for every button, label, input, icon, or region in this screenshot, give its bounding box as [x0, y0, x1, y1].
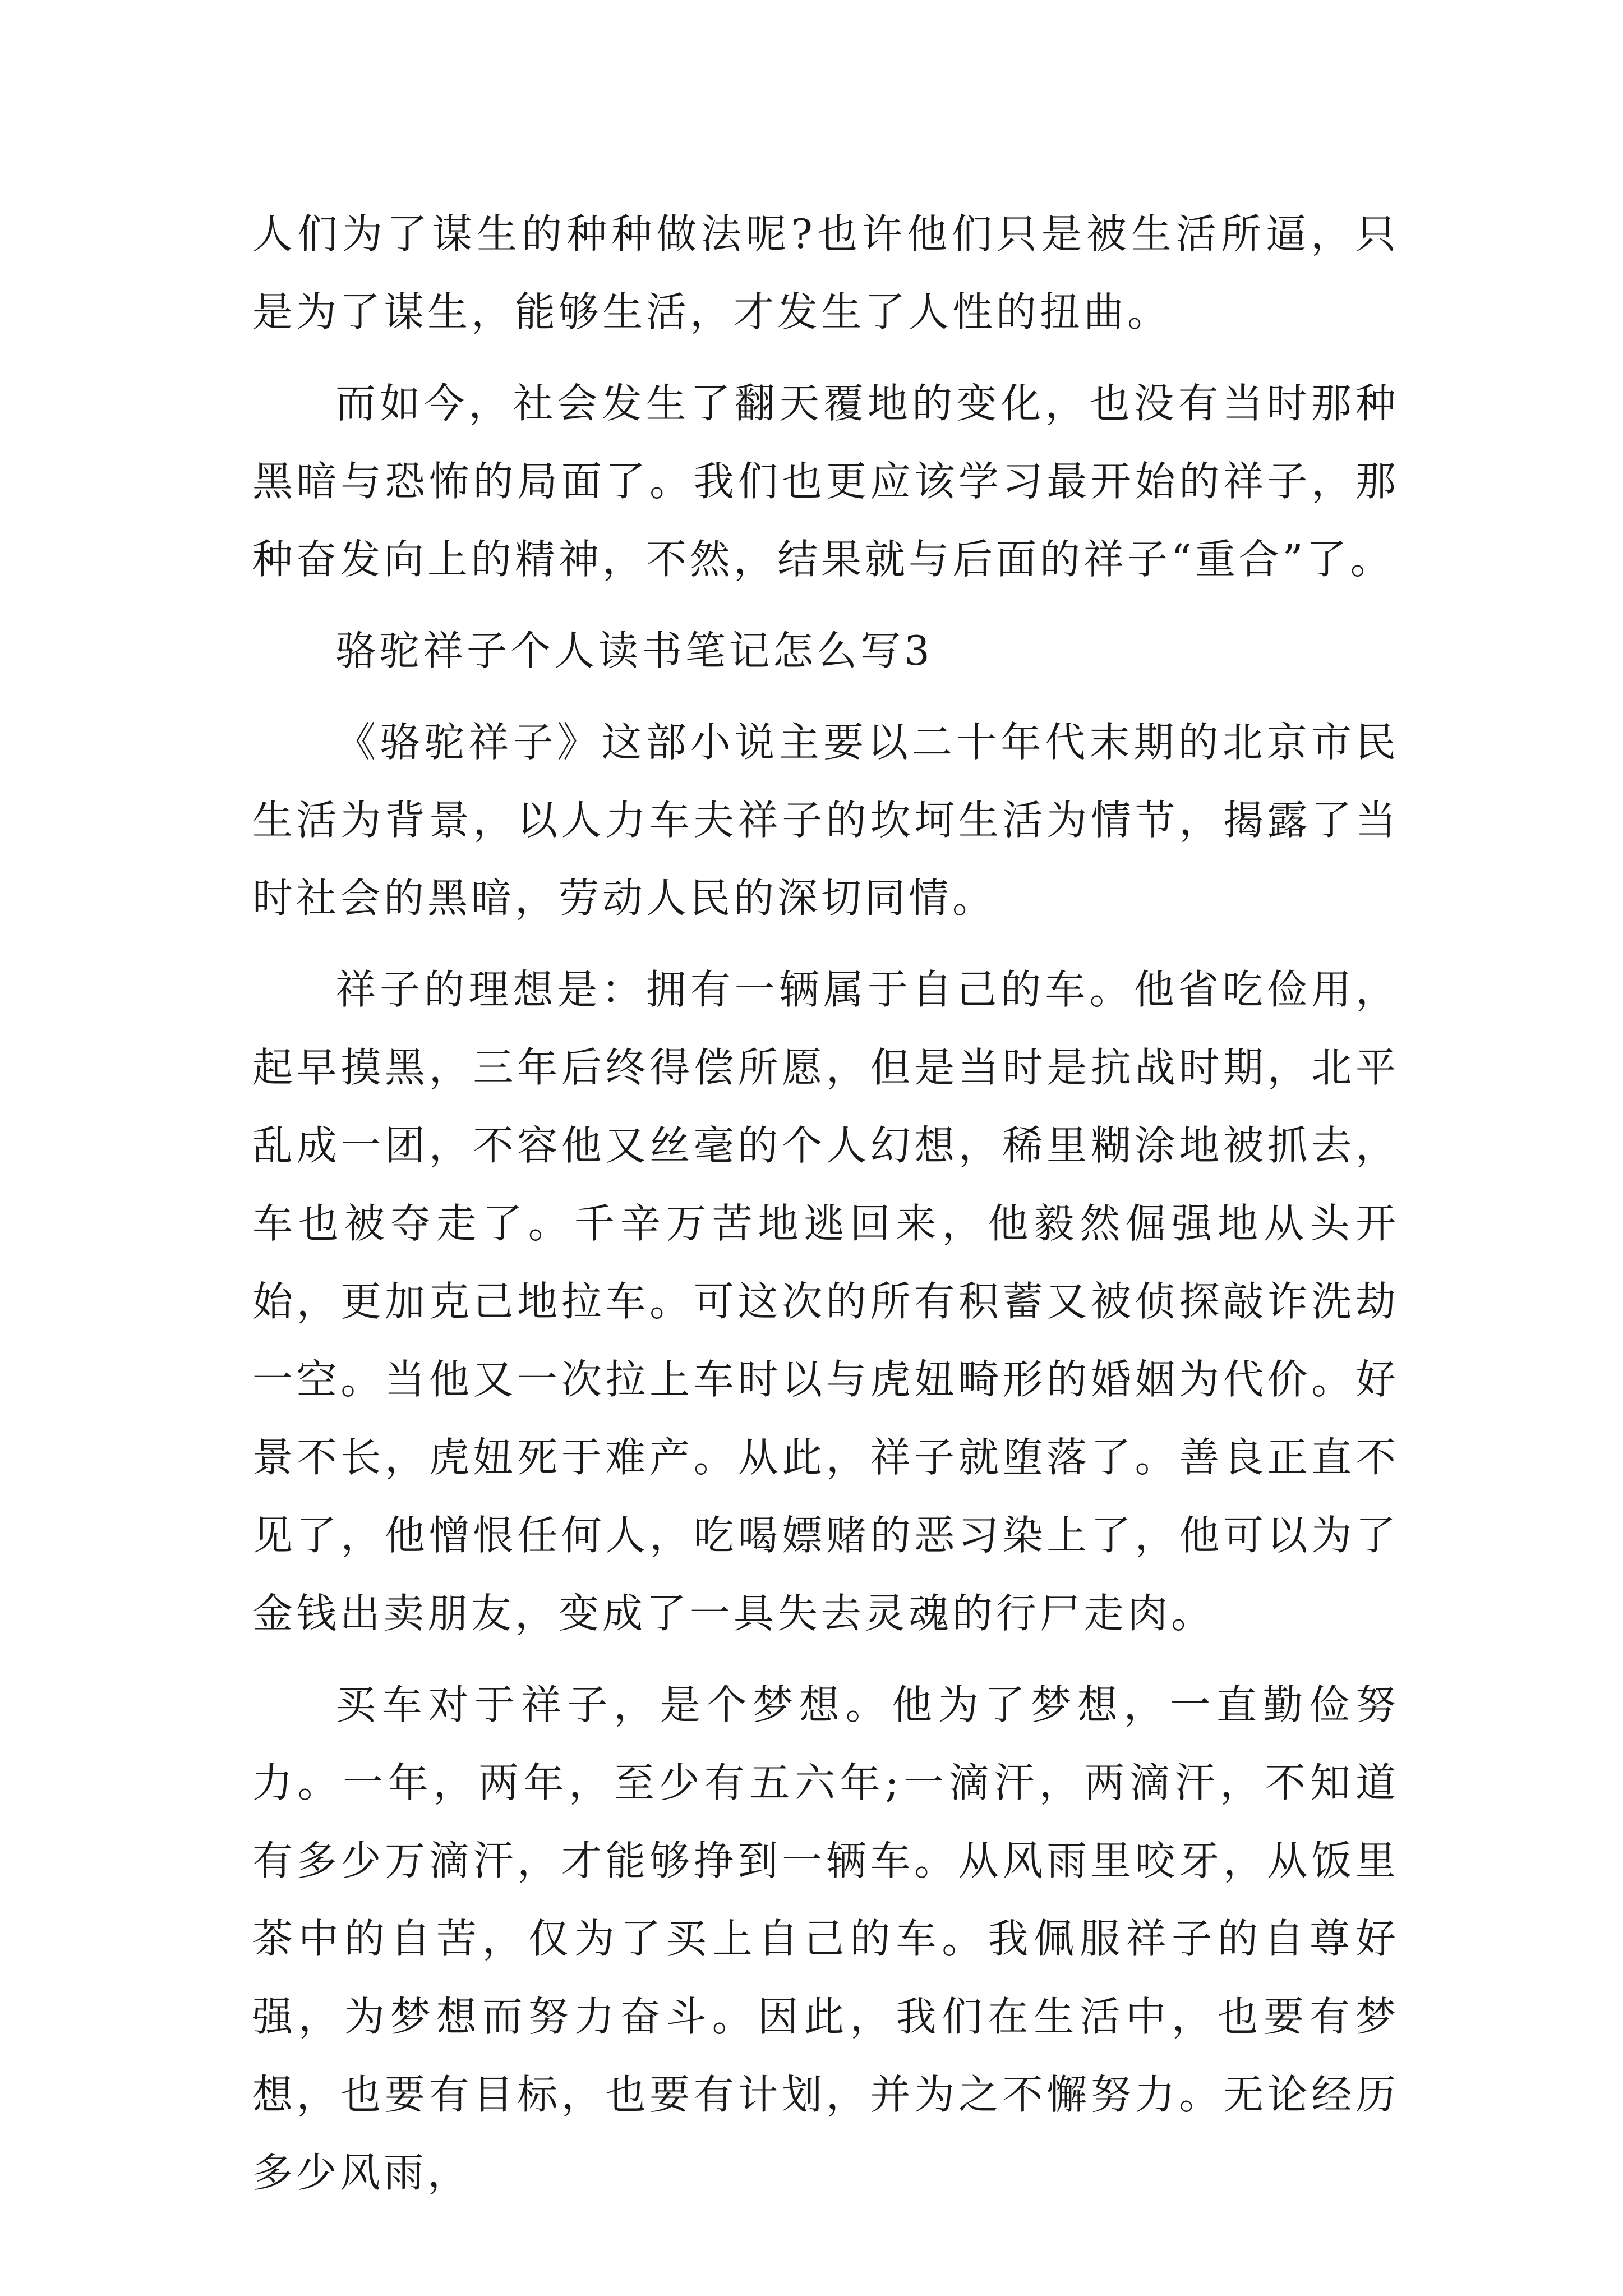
paragraph-continuation: 人们为了谋生的种种做法呢?也许他们只是被生活所逼，只是为了谋生，能够生活，才发生了人性的扭曲。: [252, 210, 1399, 335]
document-body: [252, 195, 1399, 2225]
paragraph: 而如今，社会发生了翻天覆地的变化，也没有当时那种黑暗与恐怖的局面了。我们也更应该学习最开始的祥子，那种奋发向上的精神，不然，结果就与后面的祥子“重合”了。: [252, 380, 1399, 583]
section-heading: 骆驼祥子个人读书笔记怎么写3: [335, 627, 933, 674]
paragraph: 祥子的理想是：拥有一辆属于自己的车。他省吃俭用，起早摸黑，三年后终得偿所愿，但是当时是抗战时期，北平乱成一团，不容他又丝毫的个人幻想，稀里糊涂地被抓去，车也被夺走了。千辛万苦地逃回来，他毅然倔强地从头开始，更加克己地拉车。可这次的所有积蓄又被侦探敲诈洗劫一空。当他又一次拉上车时以与虎妞畸形的婚姻为代价。好景不长，虎妞死于难产。从此，祥子就堕落了。善良正直不见了，他憎恨任何人，吃喝嫖赌的恶习染上了，他可以为了金钱出卖朋友，变成了一具失去灵魂的行尸走肉。: [252, 966, 1399, 1637]
paragraph: 《骆驼祥子》这部小说主要以二十年代末期的北京市民生活为背景，以人力车夫祥子的坎坷生活为情节，揭露了当时社会的黑暗，劳动人民的深切同情。: [252, 719, 1399, 922]
paragraph: 买车对于祥子，是个梦想。他为了梦想，一直勤俭努力。一年，两年，至少有五六年;一滴汗，两滴汗，不知道有多少万滴汗，才能够挣到一辆车。从风雨里咬牙，从饭里茶中的自苦，仅为了买上自己的车。我佩服祥子的自尊好强，为梦想而努力奋斗。因此，我们在生活中，也要有梦想，也要有目标，也要有计划，并为之不懈努力。无论经历多少风雨，: [252, 1681, 1399, 2196]
